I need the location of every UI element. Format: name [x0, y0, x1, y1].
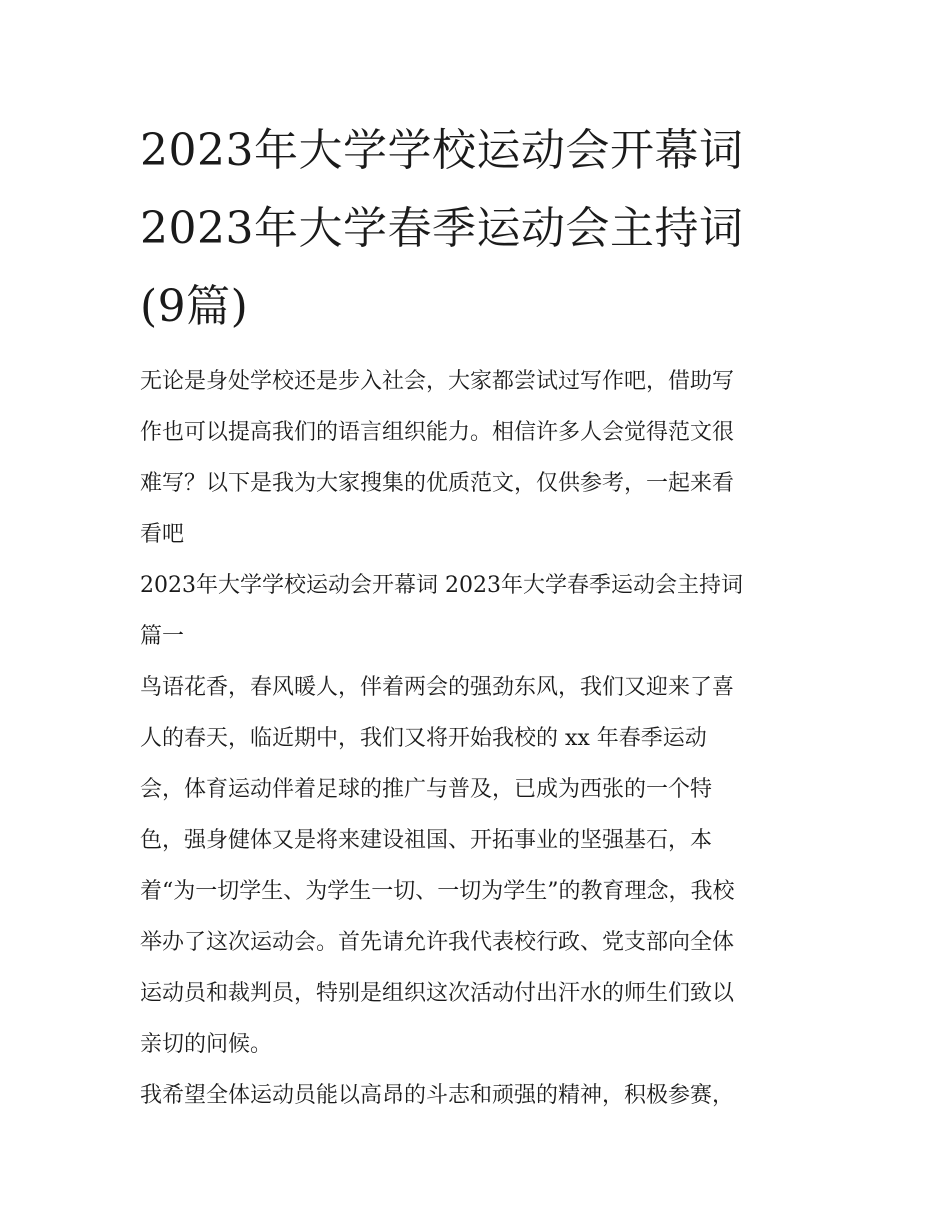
- section-heading: [140, 560, 812, 662]
- intro-line: 看吧: [140, 522, 185, 547]
- title-line-2: 2023年大学春季运动会主持词: [140, 203, 744, 254]
- body-paragraph-1: [140, 662, 812, 1070]
- body-line: 举办了这次运动会。首先请允许我代表校行政、党支部向全体: [140, 930, 735, 955]
- body-line: 会，体育运动伴着足球的推广与普及，已成为西张的一个特: [140, 777, 713, 802]
- intro-line: 难写？以下是我为大家搜集的优质范文，仅供参考，一起来看: [140, 471, 735, 496]
- intro-paragraph: [140, 356, 812, 560]
- body-line: 亲切的问候。: [140, 1032, 273, 1057]
- body-line: 鸟语花香，春风暖人，伴着两会的强劲东风，我们又迎来了喜: [140, 675, 735, 700]
- body-line: 运动员和裁判员，特别是组织这次活动付出汗水的师生们致以: [140, 981, 735, 1006]
- body-line: 我希望全体运动员能以高昂的斗志和顽强的精神，积极参赛，: [140, 1083, 735, 1108]
- intro-line: 作也可以提高我们的语言组织能力。相信许多人会觉得范文很: [140, 420, 735, 445]
- document-page: [140, 112, 812, 1121]
- section-heading-line: 2023年大学学校运动会开幕词 2023年大学春季运动会主持词: [140, 573, 743, 598]
- body-line: 色，强身健体又是将来建设祖国、开拓事业的坚强基石，本: [140, 828, 713, 853]
- intro-line: 无论是身处学校还是步入社会，大家都尝试过写作吧，借助写: [140, 369, 735, 394]
- body-line: 人的春天，临近期中，我们又将开始我校的 xx 年春季运动: [140, 726, 707, 751]
- body-line: 着“为一切学生、为学生一切、一切为学生”的教育理念，我校: [140, 879, 735, 904]
- section-heading-line: 篇一: [140, 624, 185, 649]
- title-line-1: 2023年大学学校运动会开幕词: [140, 125, 744, 176]
- document-title: [140, 112, 812, 346]
- title-line-3: (9篇): [140, 281, 249, 332]
- body-paragraph-2: [140, 1070, 812, 1121]
